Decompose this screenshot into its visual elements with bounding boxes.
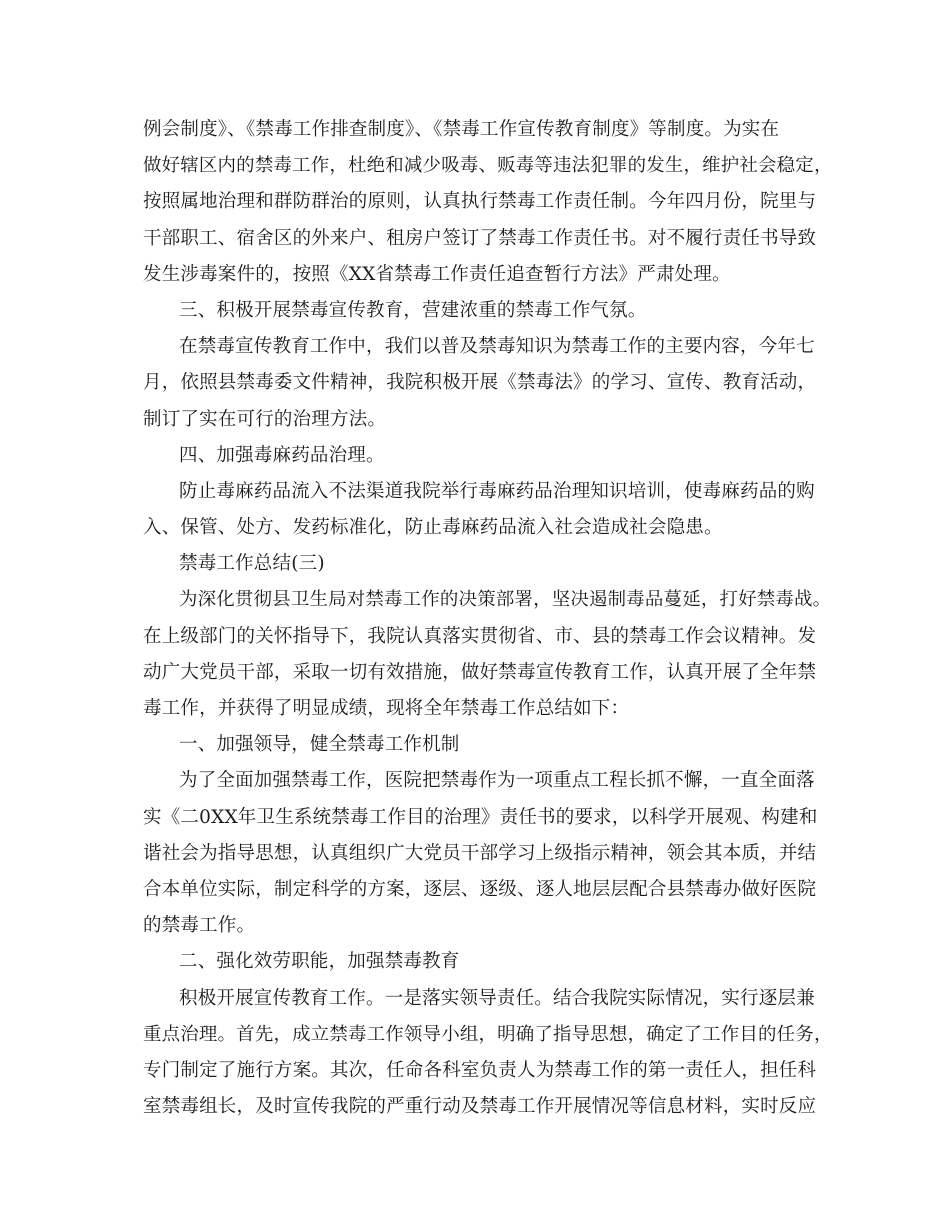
text-line: 积极开展宣传教育工作。一是落实领导责任。结合我院实际情况，实行逐层兼 (179, 987, 815, 1009)
text-line: 在上级部门的关怀指导下，我院认真落实贯彻省、市、县的禁毒工作会议精神。发 (143, 625, 817, 647)
text-line: 合本单位实际，制定科学的方案，逐层、逐级、逐人地层层配合县禁毒办做好医院 (143, 878, 817, 900)
text-line: 重点治理。首先，成立禁毒工作领导小组，明确了指导思想，确定了工作目的任务， (143, 1023, 833, 1045)
text-line: 动广大党员干部，采取一切有效措施，做好禁毒宣传教育工作，认真开展了全年禁 (143, 661, 817, 683)
text-line: 禁毒工作总结(三) (179, 553, 325, 575)
text-line: 三、积极开展禁毒宣传教育，营建浓重的禁毒工作气氛。 (179, 299, 647, 321)
text-line: 例会制度》、《禁毒工作排查制度》、《禁毒工作宣传教育制度》等制度。为实在 (143, 119, 780, 140)
text-line: 实《二0XX年卫生系统禁毒工作目的治理》责任书的要求，以科学开展观、构建和 (143, 806, 818, 828)
text-line: 毒工作，并获得了明显成绩，现将全年禁毒工作总结如下： (143, 698, 630, 719)
text-line: 专门制定了施行方案。其次，任命各科室负责人为禁毒工作的第一责任人，担任科 (143, 1059, 817, 1081)
text-line: 制订了实在可行的治理方法。 (143, 408, 387, 430)
text-line: 在禁毒宣传教育工作中，我们以普及禁毒知识为禁毒工作的主要内容，今年七 (179, 336, 815, 358)
text-line: 按照属地治理和群防群治的原则，认真执行禁毒工作责任制。今年四月份，院里与 (143, 191, 817, 213)
text-line: 的禁毒工作。 (143, 915, 256, 937)
document-body (143, 112, 833, 1125)
text-line: 防止毒麻药品流入不法渠道我院举行毒麻药品治理知识培训，使毒麻药品的购 (179, 480, 815, 502)
text-line: 一、加强领导，健全禁毒工作机制 (179, 734, 460, 756)
text-line: 二、强化效劳职能，加强禁毒教育 (179, 951, 460, 973)
text-line: 干部职工、宿舍区的外来户、租房户签订了禁毒工作责任书。对不履行责任书导致 (143, 227, 817, 249)
text-line: 谐社会为指导思想，认真组织广大党员干部学习上级指示精神，领会其本质，并结 (143, 842, 817, 864)
text-line: 做好辖区内的禁毒工作，杜绝和减少吸毒、贩毒等违法犯罪的发生，维护社会稳定， (143, 155, 833, 177)
text-line: 为了全面加强禁毒工作，医院把禁毒作为一项重点工程长抓不懈，一直全面落 (179, 770, 815, 792)
text-line: 为深化贯彻县卫生局对禁毒工作的决策部署，坚决遏制毒品蔓延，打好禁毒战。 (179, 589, 832, 611)
text-line: 四、加强毒麻药品治理。 (179, 444, 385, 466)
text-line: 发生涉毒案件的，按照《XX省禁毒工作责任追查暂行方法》严肃处理。 (143, 263, 731, 285)
text-line: 月，依照县禁毒委文件精神，我院积极开展《禁毒法》的学习、宣传、教育活动， (143, 372, 817, 394)
text-line: 室禁毒组长，及时宣传我院的严重行动及禁毒工作开展情况等信息材料，实时反应 (143, 1096, 817, 1118)
text-line: 入、保管、处方、发药标准化，防止毒麻药品流入社会造成社会隐患。 (143, 517, 723, 539)
